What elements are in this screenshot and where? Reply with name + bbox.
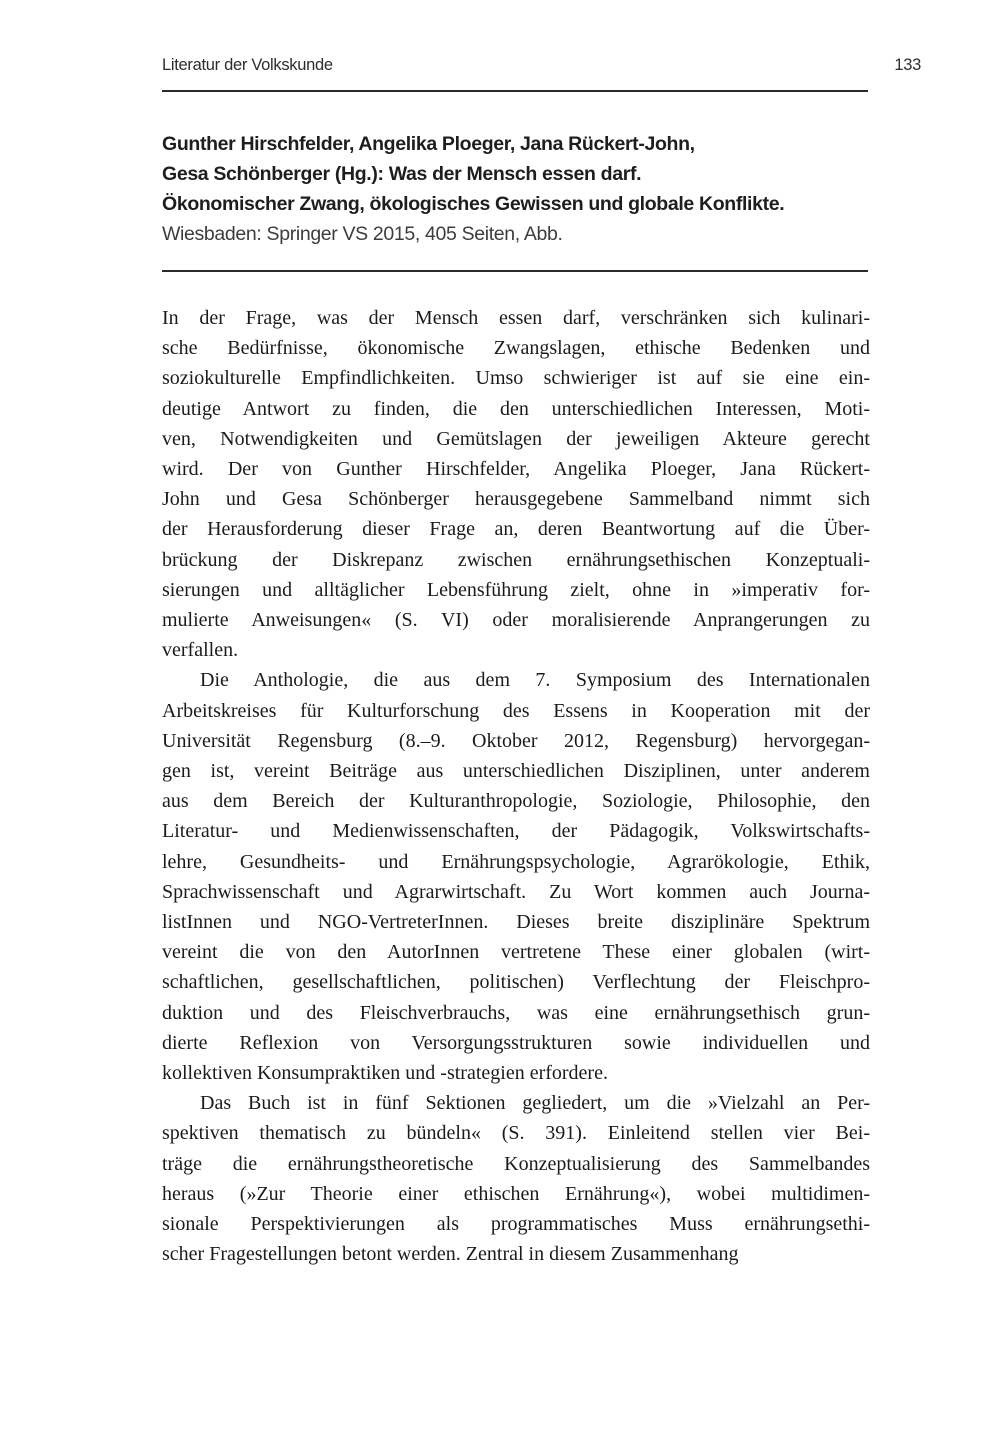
body-line: träge die ernährungstheoretische Konzeptualisierung des Sammelbandes [162,1152,870,1175]
body-line: kollektiven Konsumpraktiken und -strategien erfordere. [162,1062,608,1085]
paragraph [162,665,870,1088]
publication-line: Wiesbaden: Springer VS 2015, 405 Seiten, Abb. [162,223,563,245]
heading-line: Ökonomischer Zwang, ökologisches Gewissen und globale Konflikte. [162,193,785,215]
body-line: John und Gesa Schönberger herausgegebene Sammelband nimmt sich [162,488,870,511]
body-line: ven, Notwendigkeiten und Gemütslagen der jeweiligen Akteure gerecht [162,427,870,450]
review-heading [162,129,902,249]
body-line: Das Buch ist in fünf Sektionen gegliedert, um die »Vielzahl an Per- [200,1092,870,1115]
body-line: schaftlichen, gesellschaftlichen, politischen) Verflechtung der Fleischpro- [162,971,870,994]
body-line: mulierte Anweisungen« (S. VI) oder moralisierende Anprangerungen zu [162,609,870,632]
body-line: dierte Reflexion von Versorgungsstrukturen sowie individuellen und [162,1031,870,1054]
body-line: wird. Der von Gunther Hirschfelder, Angelika Ploeger, Jana Rückert- [162,458,870,481]
body-line: duktion und des Fleischverbrauchs, was eine ernährungsethisch grun- [162,1001,870,1024]
heading-line: Gesa Schönberger (Hg.): Was der Mensch essen darf. [162,163,642,185]
body-line: listInnen und NGO-VertreterInnen. Dieses breite disziplinäre Spektrum [162,911,870,934]
body-line: sche Bedürfnisse, ökonomische Zwangslagen, ethische Bedenken und [162,337,870,360]
body-line: spektiven thematisch zu bündeln« (S. 391). Einleitend stellen vier Bei- [162,1122,870,1145]
body-line: heraus (»Zur Theorie einer ethischen Ernährung«), wobei multidimen- [162,1182,870,1205]
paragraph [162,1088,870,1269]
review-heading-bold [162,129,902,219]
body-line: Sprachwissenschaft und Agrarwirtschaft. Zu Wort kommen auch Journa- [162,880,870,903]
body-line: lehre, Gesundheits- und Ernährungspsychologie, Agrarökologie, Ethik, [162,850,870,873]
page-number: 133 [894,56,921,74]
body-line: In der Frage, was der Mensch essen darf, verschränken sich kulinari- [162,307,870,329]
body-line: Arbeitskreises für Kulturforschung des Essens in Kooperation mit der [162,699,870,722]
body-line: der Herausforderung dieser Frage an, deren Beantwortung auf die Über- [162,518,870,541]
body-line: aus dem Bereich der Kulturanthropologie, Soziologie, Philosophie, den [162,790,870,813]
body-line: vereint die von den AutorInnen vertretene These einer globalen (wirt- [162,941,870,964]
body-line: Universität Regensburg (8.–9. Oktober 2012, Regensburg) hervorgegan- [162,729,870,752]
body-line: sierungen und alltäglicher Lebensführung zielt, ohne in »imperativ for- [162,578,870,601]
body-line: brückung der Diskrepanz zwischen ernährungsethischen Konzeptuali- [162,548,870,571]
body-text [162,303,870,1270]
running-title: Literatur der Volkskunde [162,56,333,74]
body-line: scher Fragestellungen betont werden. Zentral in diesem Zusammenhang [162,1243,739,1266]
heading-line: Gunther Hirschfelder, Angelika Ploeger, Jana Rückert-John, [162,133,695,155]
heading-rule [162,270,868,272]
body-line: soziokulturelle Empfindlichkeiten. Umso schwieriger ist auf sie eine ein- [162,367,870,390]
body-line: Die Anthologie, die aus dem 7. Symposium des Internationalen [200,669,870,692]
header-rule [162,90,868,92]
body-line: verfallen. [162,639,239,662]
body-line: deutige Antwort zu finden, die den unterschiedlichen Interessen, Moti- [162,397,870,420]
body-line: gen ist, vereint Beiträge aus unterschiedlichen Disziplinen, unter anderem [162,760,870,783]
paragraph [162,303,870,665]
body-line: sionale Perspektivierungen als programmatisches Muss ernährungsethi- [162,1213,870,1236]
body-line: Literatur- und Medienwissenschaften, der Pädagogik, Volkswirtschafts- [162,820,870,843]
